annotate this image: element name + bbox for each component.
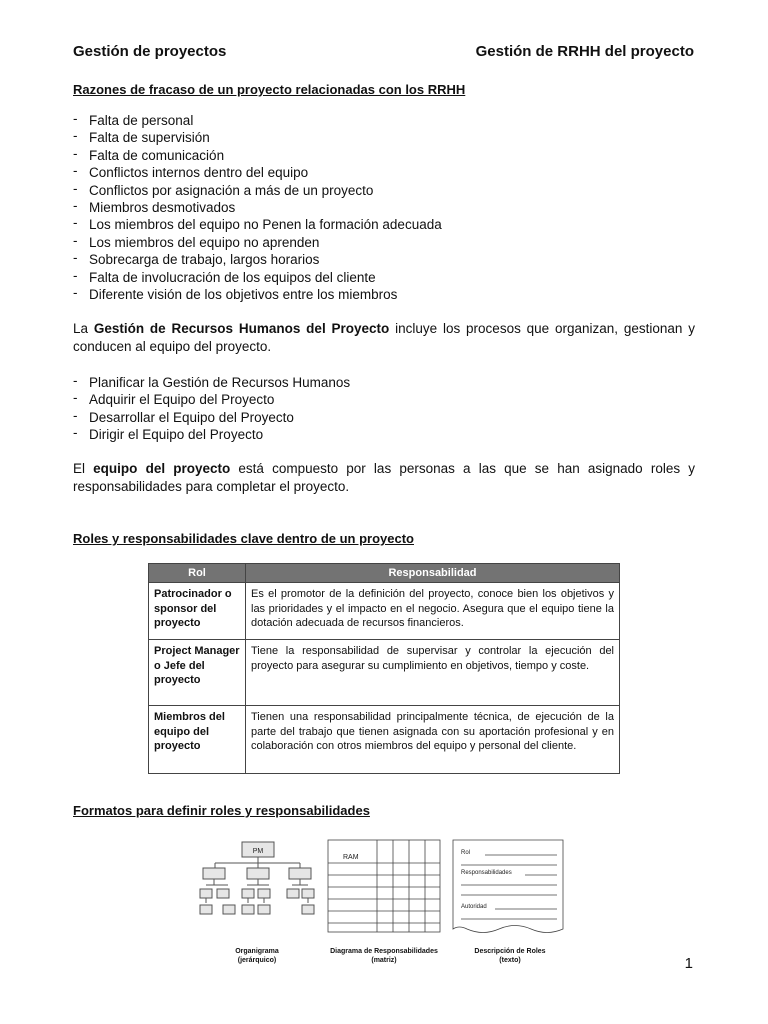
section-heading-formats: Formatos para definir roles y responsabilidades — [73, 803, 370, 818]
org-chart-pm-label: PM — [252, 848, 264, 855]
paragraph-project-team — [73, 460, 695, 496]
table-cell-responsabilidad: Es el promotor de la definición del proyecto, conoce bien los objetivos y las prioridades y el impacto en el negocio. Asegura que el equipo tiene la dotación adecuada de recursos financieros. — [246, 583, 620, 640]
section-heading-reasons: Razones de fracaso de un proyecto relacionadas con los RRHH — [73, 82, 466, 97]
column-header-responsabilidad: Responsabilidad — [246, 564, 620, 583]
list-item: - Los miembros del equipo no aprenden — [73, 234, 442, 251]
formats-illustration — [195, 835, 575, 945]
form-field-rol: Rol — [461, 850, 471, 856]
paragraph-hr-management — [73, 320, 695, 356]
table-row — [149, 583, 620, 640]
table-cell-rol: Patrocinador o sponsor del proyecto — [149, 583, 246, 640]
processes-list — [73, 374, 350, 444]
list-item: - Falta de involucración de los equipos del cliente — [73, 269, 442, 286]
caption-role-description — [450, 947, 570, 965]
list-item: - Dirigir el Equipo del Proyecto — [73, 426, 350, 443]
list-item: - Desarrollar el Equipo del Proyecto — [73, 409, 350, 426]
list-item: - Falta de supervisión — [73, 129, 442, 146]
table-header-row — [149, 564, 620, 583]
column-header-rol: Rol — [149, 564, 246, 583]
list-item: - Planificar la Gestión de Recursos Humanos — [73, 374, 350, 391]
para-bold-term: equipo del proyecto — [93, 461, 231, 476]
list-item: - Conflictos internos dentro del equipo — [73, 164, 442, 181]
caption-line: (matriz) — [371, 957, 397, 964]
list-item: - Los miembros del equipo no Penen la formación adecuada — [73, 216, 442, 233]
form-field-autoridad: Autoridad — [461, 904, 487, 910]
table-cell-responsabilidad: Tiene la responsabilidad de supervisar y controlar la ejecución del proyecto para asegurar su cumplimiento en objetivos, tiempo y coste. — [246, 640, 620, 706]
caption-line: Diagrama de Responsabilidades — [330, 948, 438, 955]
para-text: incluye los procesos que organizan, gestionan y conducen al equipo del proyecto. — [73, 321, 695, 354]
form-field-responsabilidades: Responsabilidades — [461, 870, 512, 876]
list-item: - Diferente visión de los objetivos entre los miembros — [73, 286, 442, 303]
reasons-list — [73, 112, 442, 303]
caption-line: (texto) — [499, 957, 521, 964]
list-item: - Falta de comunicación — [73, 147, 442, 164]
para-text: La — [73, 321, 94, 336]
para-bold-term: Gestión de Recursos Humanos del Proyecto — [93, 321, 390, 336]
table-cell-responsabilidad: Tienen una responsabilidad principalmente técnica, de ejecución de la parte del trabajo que tienen asignada con su aportación profesional y en colaboración con otros miembros del equipo y personal del cliente. — [246, 706, 620, 774]
table-row — [149, 640, 620, 706]
header-right-title: Gestión de RRHH del proyecto — [475, 43, 694, 60]
list-item: - Falta de personal — [73, 112, 442, 129]
section-heading-roles: Roles y responsabilidades clave dentro de un proyecto — [73, 531, 414, 546]
table-cell-rol: Project Manager o Jefe del proyecto — [149, 640, 246, 706]
caption-line: Organigrama — [235, 948, 279, 955]
caption-org-chart — [197, 947, 317, 965]
para-text: El — [73, 461, 94, 476]
ram-matrix-label: RAM — [343, 854, 359, 861]
list-item: - Sobrecarga de trabajo, largos horarios — [73, 251, 442, 268]
list-item: - Conflictos por asignación a más de un proyecto — [73, 182, 442, 199]
formats-figure — [195, 835, 575, 970]
caption-line: (jerárquico) — [237, 957, 277, 964]
list-item: - Adquirir el Equipo del Proyecto — [73, 391, 350, 408]
table-cell-rol: Miembros del equipo del proyecto — [149, 706, 246, 774]
list-item: - Miembros desmotivados — [73, 199, 442, 216]
para-text: está compuesto por las personas a las que se han asignado roles y responsabilidades para completar el proyecto. — [73, 461, 696, 494]
caption-line: Descripción de Roles — [474, 948, 546, 955]
page-number: 1 — [684, 955, 693, 972]
roles-table — [148, 563, 620, 774]
header-left-title: Gestión de proyectos — [73, 43, 227, 60]
caption-ram-matrix — [324, 947, 444, 965]
table-row — [149, 706, 620, 774]
